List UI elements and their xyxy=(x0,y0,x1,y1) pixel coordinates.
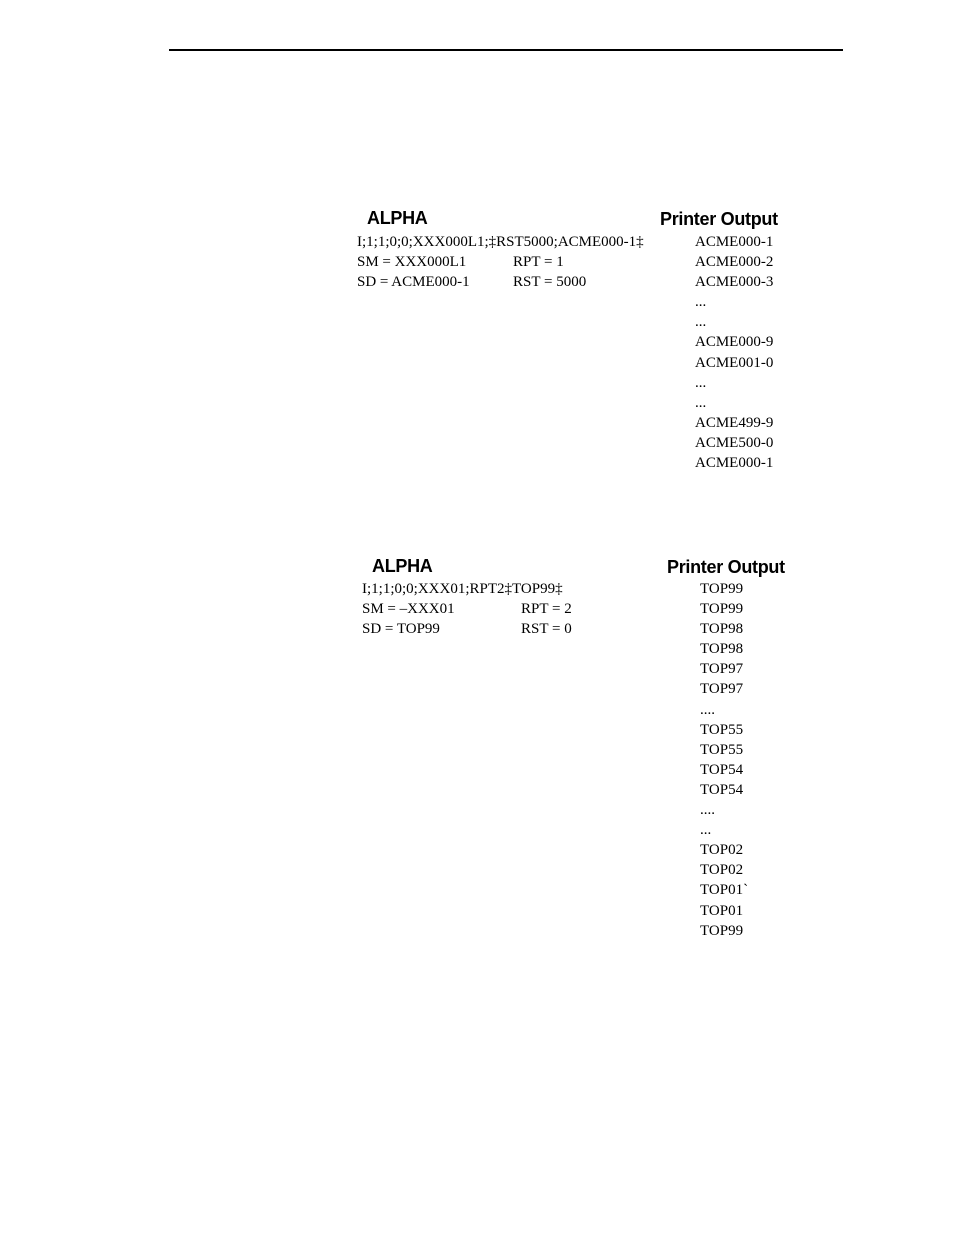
output-line: .... xyxy=(700,802,715,819)
output-line: TOP99 xyxy=(700,601,744,618)
output-line: TOP54 xyxy=(700,781,744,798)
output-line: ... xyxy=(695,394,707,411)
output-line: ... xyxy=(695,314,707,331)
output-line: TOP02 xyxy=(700,862,744,879)
output-line: TOP55 xyxy=(700,741,744,758)
output-line: ACME000-1 xyxy=(695,234,774,250)
output-line: .... xyxy=(700,701,715,718)
output-line: TOP02 xyxy=(700,842,744,859)
output-line: ACME000-3 xyxy=(695,274,774,291)
rpt-value: RPT = 1 xyxy=(513,254,564,270)
output-line: TOP98 xyxy=(700,621,744,638)
printer-output-heading: Printer Output xyxy=(660,209,778,229)
output-line: ... xyxy=(695,374,707,391)
output-line: TOP55 xyxy=(700,721,744,738)
output-line: TOP54 xyxy=(700,761,744,778)
alpha-command: I;1;1;0;0;XXX000L1;‡RST5000;ACME000-1‡ xyxy=(357,234,644,250)
output-line: ... xyxy=(700,822,712,839)
output-line: TOP01` xyxy=(700,882,749,899)
alpha-command: I;1;1;0;0;XXX01;RPT2‡TOP99‡ xyxy=(362,581,563,597)
header-rule xyxy=(169,49,843,51)
sm-value: SM = XXX000L1 xyxy=(357,254,467,270)
output-line: ... xyxy=(695,294,707,311)
rpt-value: RPT = 2 xyxy=(521,601,572,617)
sm-value: SM = –XXX01 xyxy=(362,601,455,617)
output-line: ACME000-9 xyxy=(695,334,774,351)
printer-output-heading: Printer Output xyxy=(667,557,785,577)
alpha-heading: ALPHA xyxy=(367,208,428,228)
output-line: TOP98 xyxy=(700,641,744,658)
output-line: ACME000-2 xyxy=(695,254,774,271)
output-line: TOP99 xyxy=(700,922,744,939)
printer-output-list xyxy=(700,579,748,941)
alpha-heading: ALPHA xyxy=(372,556,433,576)
output-line: ACME001-0 xyxy=(695,354,774,371)
output-line: ACME500-0 xyxy=(695,434,774,451)
output-line: TOP97 xyxy=(700,661,744,678)
output-line: TOP97 xyxy=(700,681,744,698)
sd-value: SD = ACME000-1 xyxy=(357,274,470,290)
rst-value: RST = 0 xyxy=(521,621,572,637)
output-line: ACME499-9 xyxy=(695,414,774,431)
printer-output-list xyxy=(695,232,773,473)
output-line: ACME000-1 xyxy=(695,455,774,472)
sd-value: SD = TOP99 xyxy=(362,621,440,637)
rst-value: RST = 5000 xyxy=(513,274,587,290)
output-line: TOP01 xyxy=(700,902,744,919)
output-line: TOP99 xyxy=(700,581,744,597)
